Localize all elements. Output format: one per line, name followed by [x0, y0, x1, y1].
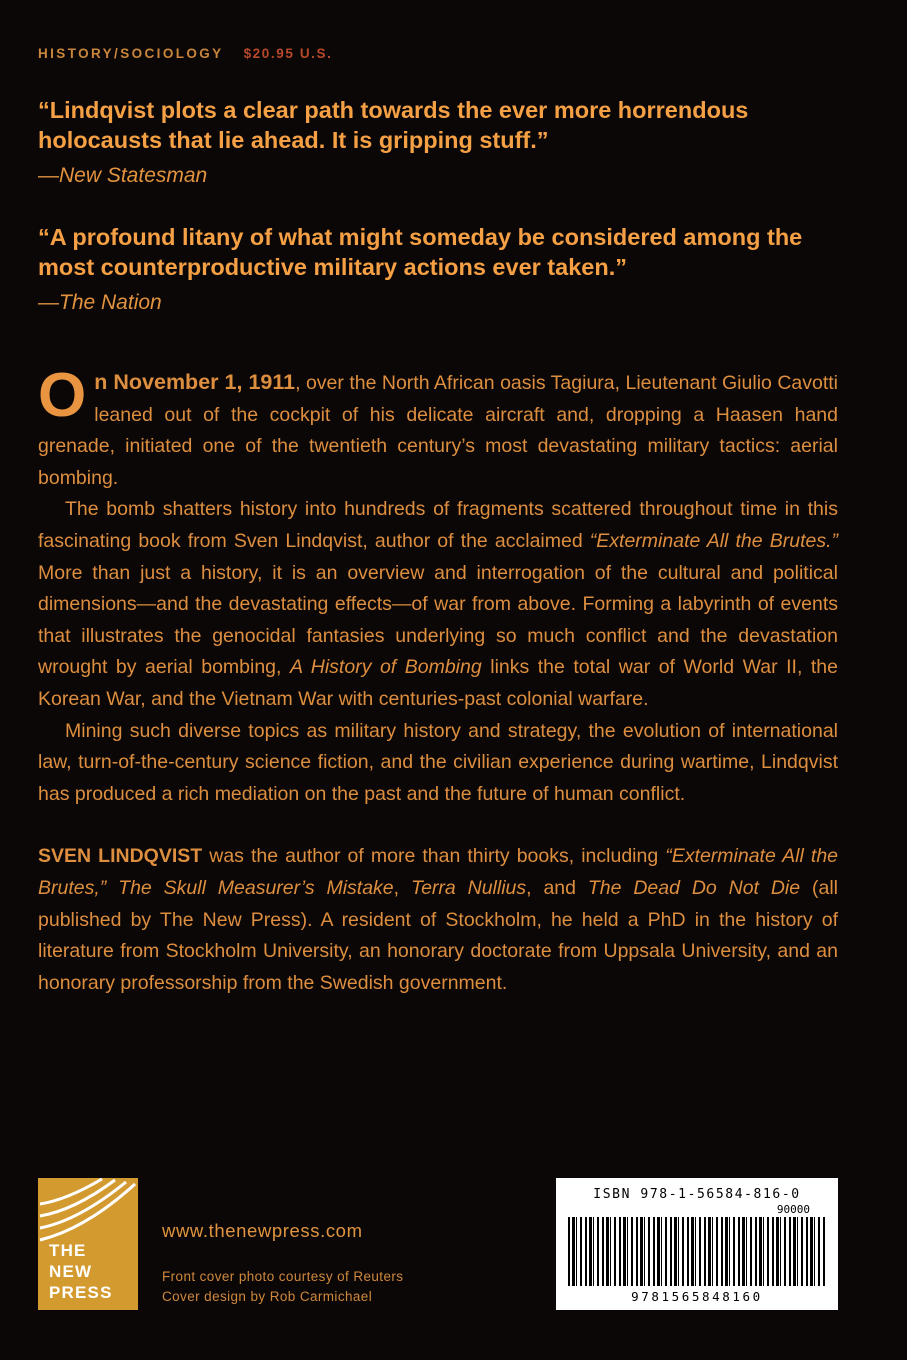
credit-line: Cover design by Rob Carmichael [162, 1289, 373, 1304]
synopsis-paragraph-3: Mining such diverse topics as military history and strategy, the evolution of international law, turn-of-the-century science fiction, and the civilian experience during wartime, Lindqvist has produced a rich mediation on the past and the future of human conflict. [38, 719, 838, 805]
logo-line: NEW [49, 1262, 93, 1281]
logo-line: PRESS [49, 1283, 113, 1302]
barcode [556, 1178, 838, 1310]
synopsis-paragraph-2: The bomb shatters history into hundreds of fragments scattered throughout time in this fascinating book from Sven Lindqvist, author of the acclaimed “Exterminate All the Brutes.” More than just a history, it is an overview and interrogation of the cultural and political dimensions—and the devastating effects—of war from above. Forming a labyrinth of events that illustrates the genocidal fantasies underlying so much conflict and the devastation wrought by aerial bombing, A History of Bombing links the total war of World War II, the Korean War, and the Vietnam War with centuries-past colonial warfare. [38, 498, 839, 710]
isbn-label: ISBN 978-1-56584-816-0 [593, 1187, 801, 1202]
quote-attribution: —New Statesman [38, 164, 208, 187]
quote-text: “Lindqvist plots a clear path towards the ever more horrendous holocausts that lie ahead. It is gripping stuff.” [38, 97, 749, 153]
publisher-website: www.thenewpress.com [162, 1220, 363, 1241]
lead-bold-text: n November 1, 1911 [94, 370, 296, 394]
paragraph-text: , over the North African oasis Tagiura, Lieutenant Giulio Cavotti leaned out of the cockpit of his delicate aircraft and, dropping a Haasen hand grenade, initiated one of the twentieth century’s most devastating military tactics: aerial bombing. [38, 372, 839, 489]
barcode-addon: 90000 [776, 1203, 810, 1216]
quote-attribution: —The Nation [38, 291, 162, 314]
synopsis-paragraph-1 [38, 361, 839, 494]
logo-line: THE [49, 1241, 87, 1260]
logo-wordmark [49, 1240, 113, 1303]
top-info-row [38, 46, 838, 61]
quote-text: “A profound litany of what might someday be considered among the most counterproductive military actions ever taken.” [38, 224, 803, 280]
barcode-digits: 9781565848160 [631, 1289, 763, 1304]
synopsis [38, 361, 839, 999]
author-bio: SVEN LINDQVIST was the author of more than thirty books, including “Exterminate All the Brutes,” The Skull Measurer’s Mistake, Terra Nullius, and The Dead Do Not Die (all published by The New Press). A resident of Stockholm, he held a PhD in the history of literature from Stockholm University, an honorary doctorate from Uppsala University, and an honorary professorship from the Swedish government. [38, 845, 839, 994]
credit-line: Front cover photo courtesy of Reuters [162, 1269, 404, 1284]
publisher-info [138, 1178, 556, 1310]
new-press-logo [38, 1178, 138, 1310]
barcode-bars [568, 1217, 826, 1286]
price-label: $20.95 U.S. [243, 46, 333, 61]
cover-credits [162, 1267, 556, 1307]
review-quote-2 [38, 222, 838, 315]
cover-footer [38, 1178, 838, 1310]
logo-waves-icon [38, 1178, 138, 1242]
review-quote-1 [38, 95, 838, 188]
drop-cap: O [38, 361, 87, 430]
category-label: HISTORY/SOCIOLOGY [38, 46, 224, 61]
